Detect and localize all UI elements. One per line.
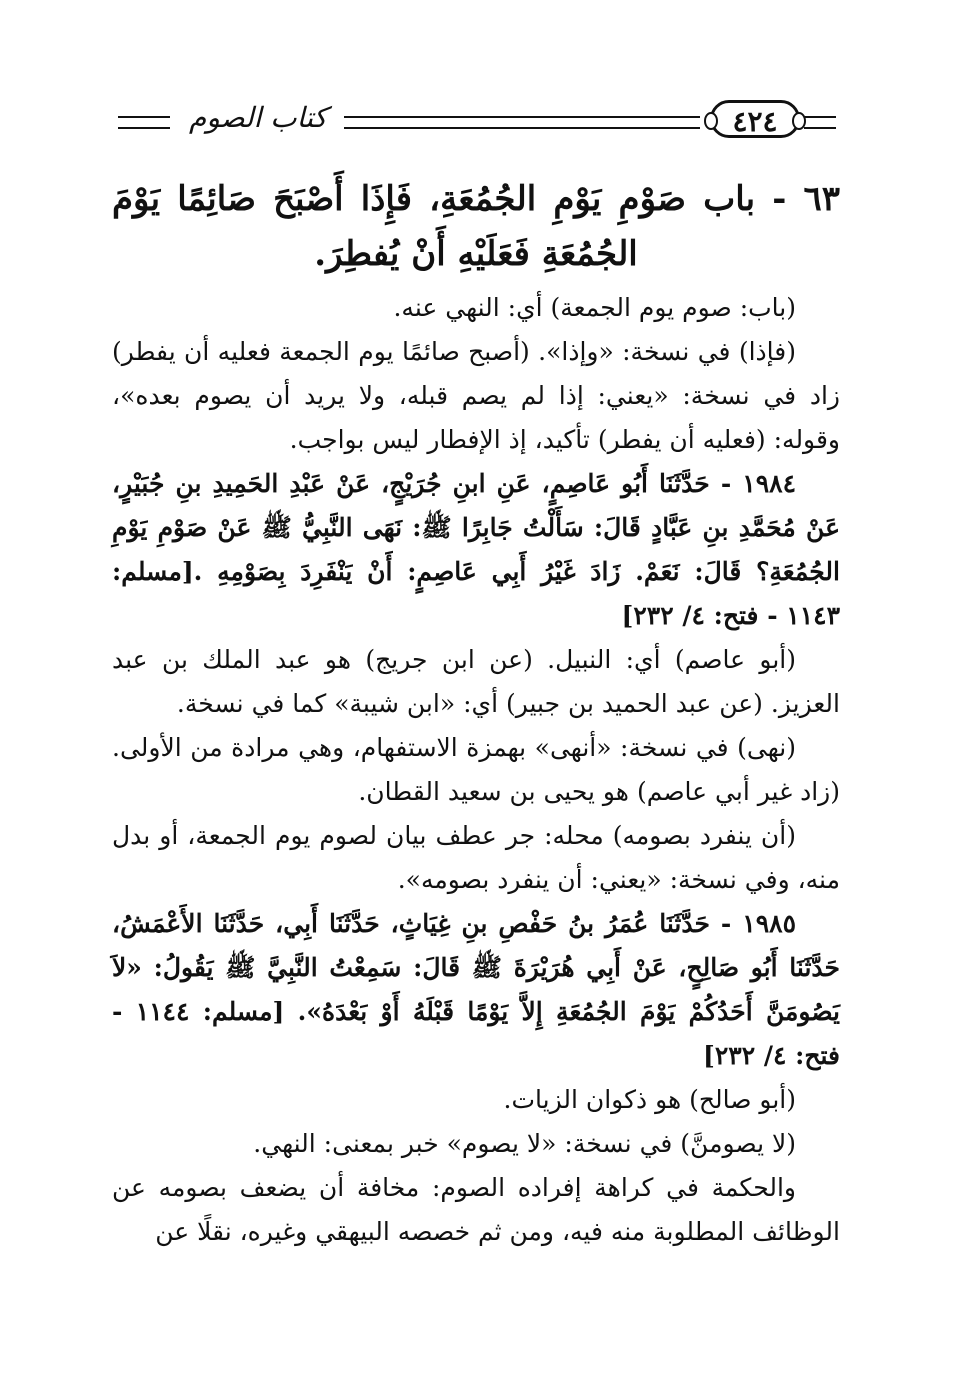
commentary-paragraph: (أن ينفرد بصومه) محله: جر عطف بيان لصوم يوم الجمعة، أو بدل منه، وفي نسخة: «يعني: أن ينفرد بصومه». bbox=[112, 821, 840, 894]
header-rule-right bbox=[804, 116, 836, 129]
commentary-paragraph: (لا يصومنَّ) في نسخة: «لا يصوم» خبر بمعنى: النهي. bbox=[253, 1129, 796, 1158]
hadith-1985: ١٩٨٥ - حَدَّثَنَا عُمَرُ بنُ حَفْصِ بنِ غِيَاثٍ، حَدَّثَنَا أَبِي، حَدَّثَنَا الأَعْمَشُ، حَدَّثَنَا أَبُو صَالِحٍ، عَنْ أَبِي هُرَيْرَةَ ﷺ قَالَ: سَمِعْتُ النَّبِيَّ ﷺ يَقُولُ: «لاَ يَصُومَنَّ أَحَدُكُمْ يَوْمَ الجُمُعَةِ إِلاَّ يَوْمًا قَبْلَهُ أَوْ بَعْدَهُ». [مسلم: ١١٤٤ - فتح: ٤/ ٢٣٢] bbox=[112, 909, 840, 1070]
hadith-1984: ١٩٨٤ - حَدَّثَنَا أَبُو عَاصِمٍ، عَنِ ابنِ جُرَيْجٍ، عَنْ عَبْدِ الحَمِيدِ بنِ جُبَيْرٍ، عَنْ مُحَمَّدِ بنِ عَبَّادٍ قَالَ: سَأَلْتُ جَابِرًا ﷺ: نَهَى النَّبِيُّ ﷺ عَنْ صَوْمِ يَوْمِ الجُمُعَةِ؟ قَالَ: نَعَمْ. زَادَ غَيْرُ أَبِي عَاصِمٍ: أَنْ يَنْفَرِدَ بِصَوْمِهِ .[مسلم: ١١٤٣ - فتح: ٤/ ٢٣٢] bbox=[112, 469, 840, 630]
commentary-paragraph: (أبو صالح) هو ذكوان الزيات. bbox=[503, 1085, 796, 1114]
commentary-paragraph: (أبو عاصم) أي: النبيل. (عن ابن جريج) هو عبد الملك بن عبد العزيز. (عن عبد الحميد بن جبير) أي: «ابن شيبة» كما في نسخة. bbox=[112, 645, 840, 718]
commentary-paragraph: (باب: صوم يوم الجمعة) أي: النهي عنه. bbox=[393, 293, 796, 322]
running-header bbox=[118, 98, 836, 146]
header-rule-middle bbox=[344, 116, 700, 129]
commentary-paragraph: والحكمة في كراهة إفراده الصوم: مخافة أن يضعف بصومه عن الوظائف المطلوبة منه فيه، ومن ثم خصصه البيهقي وغيره، نقلًا عن bbox=[112, 1173, 840, 1246]
commentary-paragraph: (نهى) في نسخة: «أنهى» بهمزة الاستفهام، وهي مرادة من الأولى. (زاد غير أبي عاصم) هو يحيى بن سعيد القطان. bbox=[112, 733, 840, 806]
header-book-title: كتاب الصوم bbox=[189, 101, 327, 134]
commentary-paragraph: (فإذا) في نسخة: «وإذا». (أصبح صائمًا يوم الجمعة فعليه أن يفطر) زاد في نسخة: «يعني: إذا لم يصم قبله، ولا يريد أن يصوم بعده»، وقوله: (فعليه أن يفطر) تأكيد، إذ الإفطار ليس بواجب. bbox=[112, 337, 840, 454]
page-number-badge: ٤٢٤ bbox=[710, 100, 800, 138]
header-rule-left bbox=[118, 116, 170, 129]
page-body bbox=[112, 172, 840, 1254]
chapter-heading: ٦٣ - باب صَوْمِ يَوْمِ الجُمُعَةِ، فَإِذَا أَصْبَحَ صَائِمًا يَوْمَ الجُمُعَةِ فَعَلَيْهِ أَنْ يُفطِرَ. bbox=[112, 179, 840, 274]
